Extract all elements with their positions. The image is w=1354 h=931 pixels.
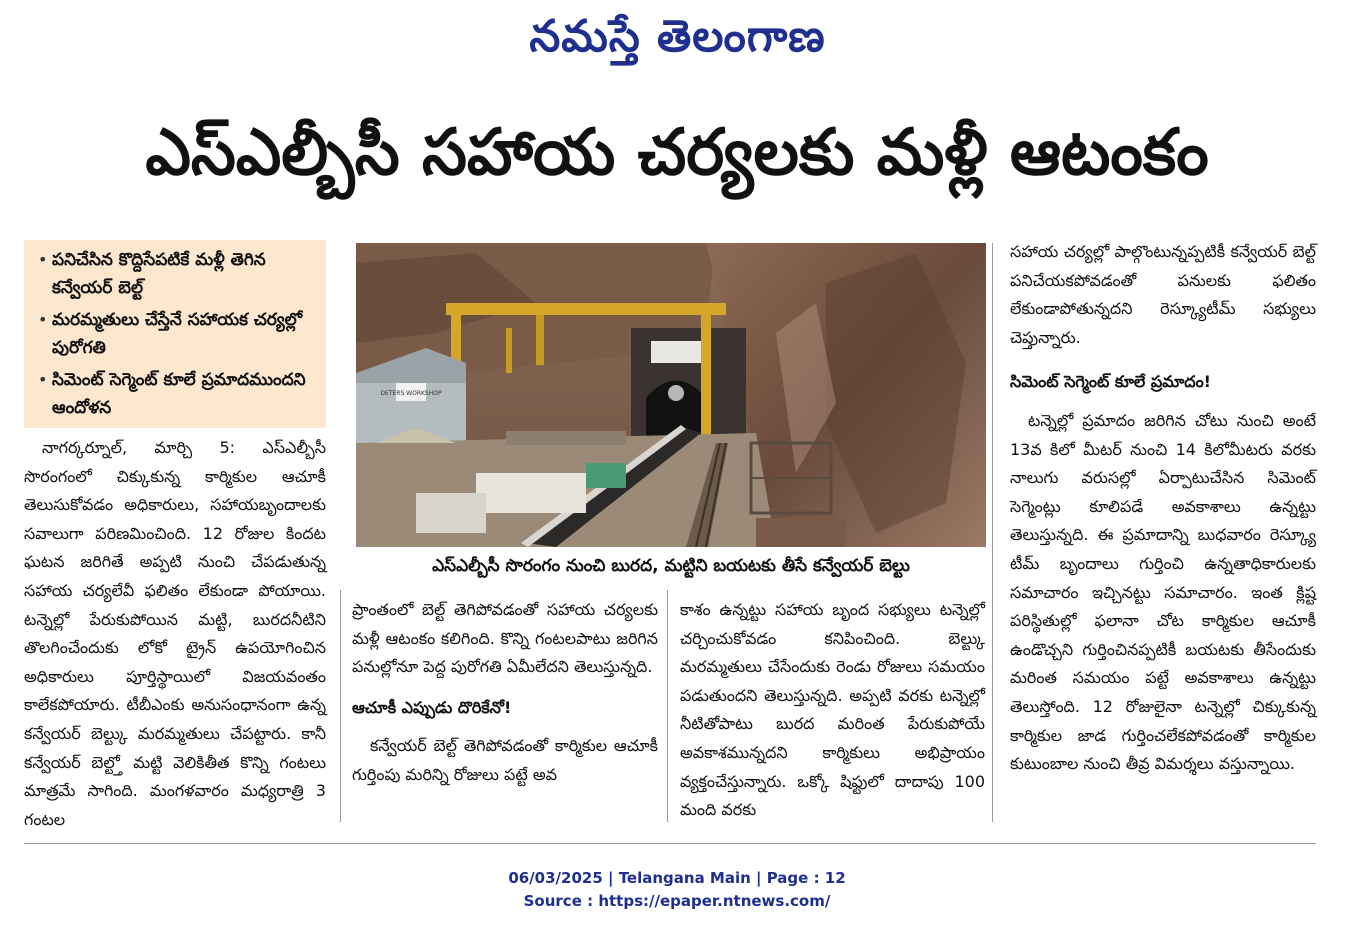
highlight-item (38, 246, 318, 302)
tunnel-photo-graphic (356, 243, 986, 547)
article-column-1 (24, 434, 326, 829)
tunnel-photo (356, 243, 986, 547)
highlight-item (38, 306, 318, 362)
column-4-text: సహాయ చర్యల్లో పాల్గొంటున్నప్పటికీ కన్వేయర్ బెల్ట్ పనిచేయకపోవడంతో పనులకు ఫలితం లేకుండాపోతున్నదని రెస్క్యూటీమ్ సభ్యులు చెప్తున్నారు. (1010, 242, 1316, 347)
column-3-text: కాశం ఉన్నట్టు సహాయ బృంద సభ్యులు టన్నెల్లో చర్చించుకోవడం కనిపించింది. బెల్ట్కు మరమ్మతులు చేసేందుకు రెండు రోజులు సమయం పడుతుందని తెలుస్తున్నది. అప్పటి వరకు టన్నెల్లో నీటితోపాటు బురద మరింత పేరుకుపోయే అవకాశమున్నదని కార్మికులు అభిప్రాయం వ్యక్తంచేస్తున్నారు. ఒక్కో షిఫ్టులో దాదాపు 100 మంది వరకు (680, 600, 985, 820)
column-2-text: ప్రాంతంలో బెల్ట్ తెగిపోవడంతో సహాయ చర్యలకు మళ్లీ ఆటంకం కలిగింది. కొన్ని గంటలపాటు జరిగిన పనుల్లోనూ పెద్ద పురోగతి ఏమీలేదని తెలుస్తున్నది. (352, 600, 658, 677)
footer-rule (24, 843, 1316, 844)
bullet-icon: • (38, 250, 48, 269)
column-4-subheading: సిమెంట్ సెగ్మెంట్ కూలే ప్రమాదం! (1010, 372, 1211, 392)
column-2-text-continued: కన్వేయర్ బెల్ట్ తెగిపోవడంతో కార్మికుల ఆచూకీ గుర్తింపు మరిన్ని రోజులు పట్టే అవ (352, 736, 658, 784)
photo-caption: ఎస్ఎల్బీసీ సొరంగం నుంచి బురద, మట్టిని బయటకు తీసే కన్వేయర్ బెల్టు (432, 556, 910, 576)
column-1-text: నాగర్కర్నూల్, మార్చి 5: ఎస్ఎల్బీసీ సొరంగంలో చిక్కుకున్న కార్మికుల ఆచూకీ తెలుసుకోవడం అధికారులు, సహాయబృందాలకు సవాలుగా పరిణమించింది. 12 రోజుల కిందట ఘటన జరిగితే అప్పటి నుంచి చేపడుతున్న సహాయ చర్యలేవీ ఫలితం లేకుండా పోయాయి. టన్నెల్లో పేరుకుపోయిన మట్టి, బురదనీటిని తొలగించేందుకు లోకో ట్రైన్ ఉపయోగించిన అధికారులు పూర్తిస్థాయిలో విజయవంతం కాలేకపోయారు. టీబీఎంకు అనుసంధానంగా ఉన్న కన్వేయర్ బెల్ట్కు మరమ్మతులు చేపట్టారు. కానీ కన్వేయర్ బెల్ట్తో మట్టి వెలికితీత కొన్ని గంటలు మాత్రమే సాగింది. మంగళవారం మధ్యరాత్రి 3 గంటల (24, 438, 326, 829)
article-headline: ఎస్ఎల్బీసీ సహాయ చర్యలకు మళ్లీ ఆటంకం (145, 115, 1209, 190)
workshop-sign: DETERS WORKSHOP (380, 390, 442, 397)
newspaper-masthead: నమస్తే తెలంగాణ (529, 11, 826, 62)
article-column-4 (1010, 238, 1316, 824)
column-divider (992, 243, 993, 822)
bullet-icon: • (38, 370, 48, 389)
article-column-2 (352, 596, 658, 824)
article-column-3 (680, 596, 985, 824)
highlights-box (24, 240, 326, 428)
column-4-text-continued: టన్నెల్లో ప్రమాదం జరిగిన చోటు నుంచి అంటే 13వ కిలో మీటర్ నుంచి 14 కిలోమీటరు వరకు నాలుగు వరుసల్లో ఏర్పాటుచేసిన సిమెంట్ సెగ్మెంట్లు కూలిపడే అవకాశాలు ఉన్నట్టు తెలుస్తున్నది. ఈ ప్రమాదాన్ని బుధవారం రెస్క్యూ టీమ్ బృందాలు గుర్తించి ఉన్నతాధికారులకు సమాచారం ఇచ్చినట్టు సమాచారం. ఇంత క్లిష్ట పరిస్థితుల్లో ఫలానా చోట కార్మికుల ఆచూకీ ఉండొచ్చని గుర్తించినప్పటికీ బయటకు తీసేందుకు మరింత సమయం పట్టే అవకాశాలు ఉన్నట్టు తెలుస్తోంది. 12 రోజులైనా టన్నెల్లో చిక్కుకున్న కార్మికుల జాడ గుర్తించలేకపోవడంతో కార్మికుల కుటుంబాల నుంచి తీవ్ర విమర్శలు వస్తున్నాయి. (1010, 410, 1316, 774)
column-2-subheading: ఆచూకీ ఎప్పుడు దొరికేనో! (352, 697, 512, 717)
bullet-icon: • (38, 310, 48, 329)
highlight-text: పనిచేసిన కొద్దిసేపటికే మళ్లీ తెగిన కన్వేయర్ బెల్ట్ (52, 250, 266, 298)
column-divider (667, 590, 668, 822)
footer-source: Source : https://epaper.ntnews.com/ (523, 892, 831, 910)
highlight-item (38, 366, 318, 422)
highlight-text: సిమెంట్ సెగ్మెంట్ కూలే ప్రమాదముందని ఆందోళన (52, 370, 306, 418)
highlight-text: మరమ్మతులు చేస్తేనే సహాయక చర్యల్లో పురోగతి (52, 310, 303, 358)
column-divider (340, 590, 341, 822)
footer-date-page: 06/03/2025 | Telangana Main | Page : 12 (508, 869, 846, 887)
